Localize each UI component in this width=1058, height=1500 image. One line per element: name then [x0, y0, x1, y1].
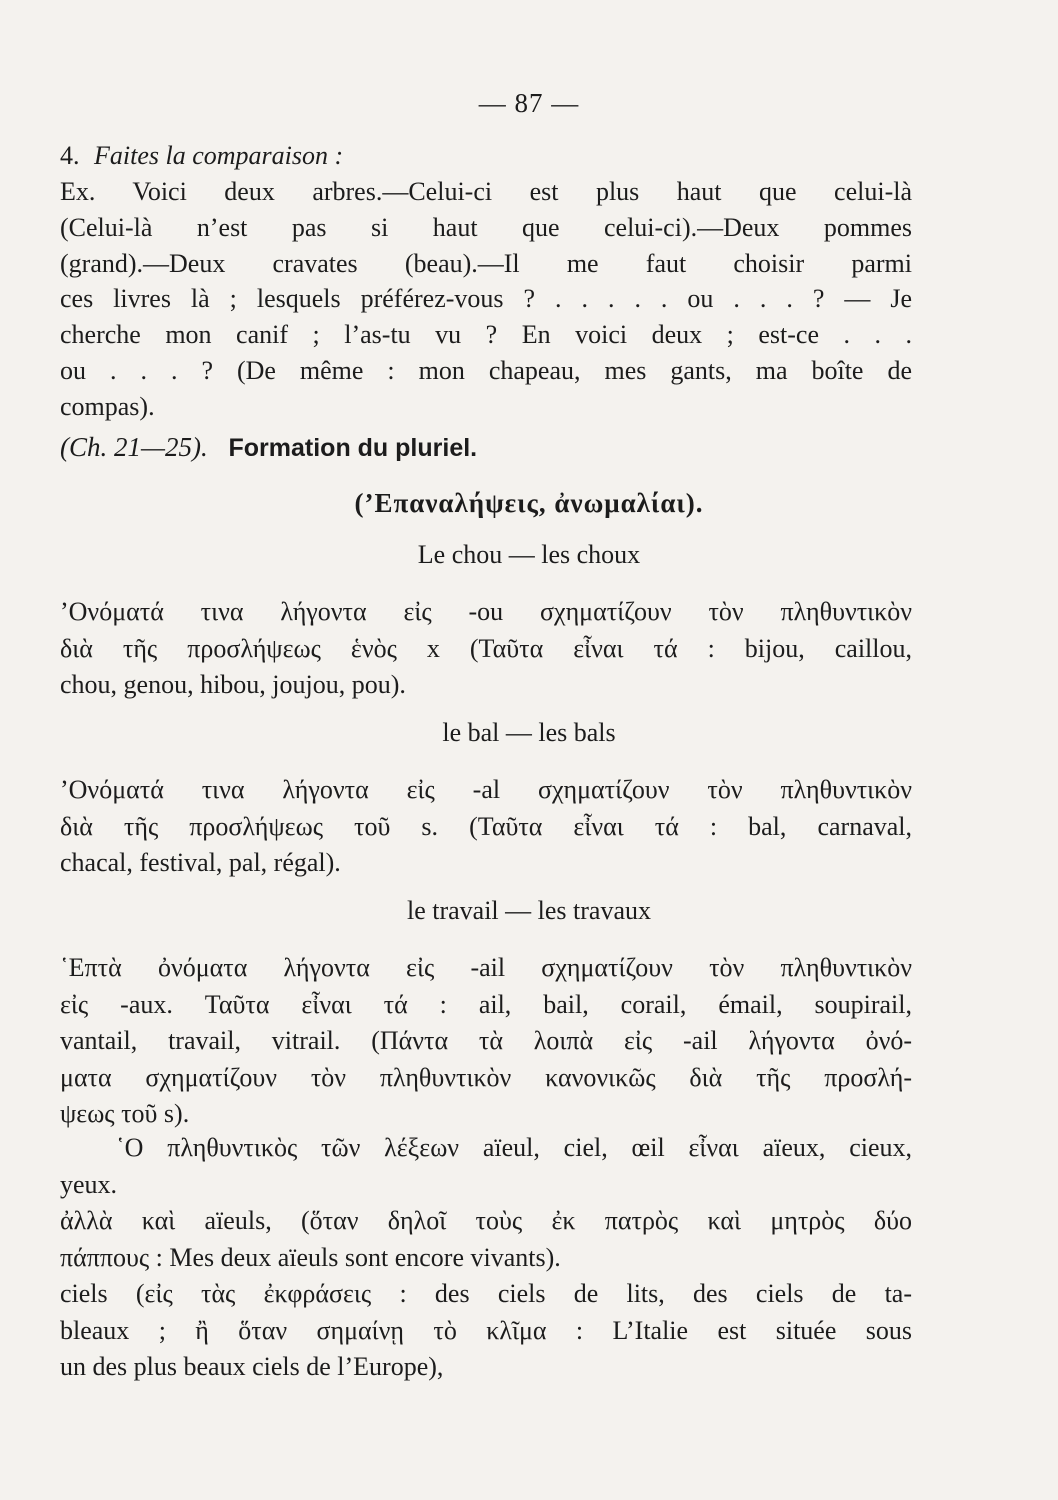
- paragraph-line: διὰ τῆς προσλήψεως τοῦ s. (Ταῦτα εἶναι τά : bal, carnaval,: [60, 811, 912, 841]
- section-example: Le chou — les choux: [417, 540, 641, 569]
- final-paragraph: [60, 1130, 912, 1386]
- paragraph-line: ’Ονόματά τινα λήγοντα εἰς -al σχηματίζουν τὸν πληθυντικὸν: [60, 775, 912, 804]
- exercise-line: ces livres là ; lesquels préférez-vous ? . . . . . ou . . . ? — Je: [60, 284, 912, 314]
- section-paragraph: [60, 594, 912, 704]
- section-example: le travail — les travaux: [406, 896, 652, 925]
- exercise-line: Ex. Voici deux arbres.—Celui-ci est plus haut que celui-là: [60, 177, 912, 206]
- paragraph-line: chacal, festival, pal, régal).: [60, 848, 341, 877]
- section-paragraph: [60, 950, 912, 1133]
- paragraph-line: ciels (εἰς τὰς ἐκφράσεις : des ciels de lits, des ciels de ta-: [60, 1279, 912, 1308]
- chapter-title: Formation du pluriel.: [228, 434, 478, 462]
- exercise-line: cherche mon canif ; l’as-tu vu ? En voici deux ; est-ce . . .: [60, 320, 912, 350]
- paragraph-line: ῾Ο πληθυντικὸς τῶν λέξεων aïeul, ciel, œil εἶναι aïeux, cieux,: [116, 1133, 912, 1162]
- paragraph-line: ἀλλὰ καὶ aïeuls, (ὅταν δηλοῖ τοὺς ἐκ πατρὸς καὶ μητρὸς δύο: [60, 1206, 912, 1235]
- exercise-line: ou . . . ? (De même : mon chapeau, mes gants, ma boîte de: [60, 355, 912, 385]
- paragraph-line: bleaux ; ἢ ὅταν σημαίνῃ τὸ κλῖμα : L’Italie est située sous: [60, 1315, 912, 1345]
- paragraph-line: chou, genou, hibou, joujou, pou).: [60, 670, 406, 699]
- exercise-number: 4.: [60, 141, 80, 170]
- paragraph-line: un des plus beaux ciels de l’Europe),: [60, 1352, 444, 1381]
- paragraph-line: ψεως τοῦ s).: [60, 1099, 190, 1128]
- greek-subtitle: (’Επαναλήψεις, ἀνωμαλίαι).: [354, 488, 704, 518]
- paragraph-line: yeux.: [60, 1169, 118, 1199]
- exercise-line: compas).: [60, 391, 155, 421]
- section-example: le bal — les bals: [442, 718, 616, 747]
- paragraph-line: ’Ονόματά τινα λήγοντα εἰς -ou σχηματίζουν τὸν πληθυντικὸν: [60, 597, 912, 626]
- exercise-line: (grand).—Deux cravates (beau).—Il me faut choisir parmi: [60, 248, 912, 278]
- exercise-title: Faites la comparaison :: [94, 141, 344, 170]
- paragraph-line: ῾Επτὰ ὀνόματα λήγοντα εἰς -ail σχηματίζουν τὸν πληθυντικὸν: [60, 953, 912, 982]
- chapter-heading: [60, 430, 912, 467]
- chapter-ref: (Ch. 21—25).: [60, 432, 208, 462]
- exercise-line: (Celui-là n’est pas si haut que celui-ci).—Deux pommes: [60, 212, 912, 242]
- paragraph-line: ματα σχηματίζουν τὸν πληθυντικὸν κανονικῶς διὰ τῆς προσλή-: [60, 1062, 912, 1092]
- page-number: — 87 —: [478, 88, 580, 118]
- section-paragraph: [60, 772, 912, 882]
- paragraph-line: διὰ τῆς προσλήψεως ἑνὸς x (Ταῦτα εἶναι τά : bijou, caillou,: [60, 633, 912, 663]
- exercise-heading: [60, 138, 912, 174]
- paragraph-line: εἰς -aux. Ταῦτα εἶναι τά : ail, bail, corail, émail, soupirail,: [60, 989, 912, 1019]
- paragraph-line: πάππους : Mes deux aïeuls sont encore vivants).: [60, 1242, 561, 1272]
- exercise-body: [60, 174, 912, 425]
- paragraph-line: vantail, travail, vitrail. (Πάντα τὰ λοιπὰ εἰς -ail λήγοντα ὀνό-: [60, 1026, 912, 1055]
